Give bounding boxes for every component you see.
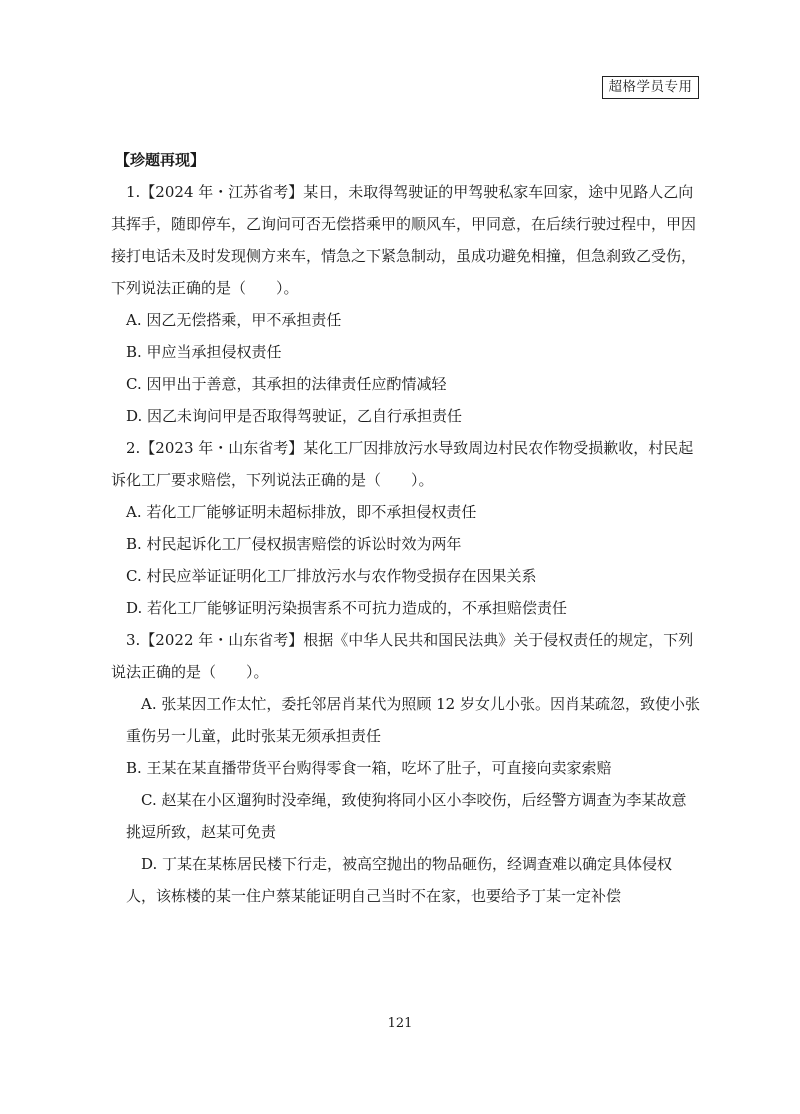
page-number: 121 bbox=[387, 1016, 413, 1031]
member-only-stamp: 超格学员专用 bbox=[602, 76, 699, 99]
question-1-stem: 1.【2024 年・江苏省考】某日，未取得驾驶证的甲驾驶私家车回家，途中见路人乙向其挥手，随即停车，乙询问可否无偿搭乘甲的顺风车，甲同意，在后续行驶过程中，甲因接打电话未及时发现侧方来车，情急之下紧急制动，虽成功避免相撞，但急刹致乙受伤，下列说法正确的是（ ）。 bbox=[111, 183, 697, 297]
question-1-option-b: B. 甲应当承担侵权责任 bbox=[126, 343, 282, 361]
question-2-stem: 2.【2023 年・山东省考】某化工厂因排放污水导致周边村民农作物受损歉收，村民起诉化工厂要求赔偿，下列说法正确的是（ ）。 bbox=[111, 439, 694, 489]
question-3-option-d: D. 丁某在某栋居民楼下行走，被高空抛出的物品砸伤，经调查难以确定具体侵权人，该栋楼的某一住户蔡某能证明自己当时不在家，也要给予丁某一定补偿 bbox=[126, 855, 673, 905]
question-1-option-a: A. 因乙无偿搭乘，甲不承担责任 bbox=[126, 311, 342, 329]
question-3-option-a: A. 张某因工作太忙，委托邻居肖某代为照顾 12 岁女儿小张。因肖某疏忽，致使小张重伤另一儿童，此时张某无须承担责任 bbox=[126, 695, 700, 745]
question-2-option-c: C. 村民应举证证明化工厂排放污水与农作物受损存在因果关系 bbox=[126, 567, 537, 585]
question-2-option-a: A. 若化工厂能够证明未超标排放，即不承担侵权责任 bbox=[126, 503, 477, 521]
question-3-option-b: B. 王某在某直播带货平台购得零食一箱，吃坏了肚子，可直接向卖家索赔 bbox=[126, 759, 612, 777]
question-1-option-d: D. 因乙未询问甲是否取得驾驶证，乙自行承担责任 bbox=[126, 407, 463, 425]
question-1-option-c: C. 因甲出于善意，其承担的法律责任应酌情减轻 bbox=[126, 375, 447, 393]
question-section bbox=[111, 144, 701, 912]
section-title: 【珍题再现】 bbox=[115, 151, 206, 169]
question-2-option-d: D. 若化工厂能够证明污染损害系不可抗力造成的，不承担赔偿责任 bbox=[126, 599, 568, 617]
question-2-option-b: B. 村民起诉化工厂侵权损害赔偿的诉讼时效为两年 bbox=[126, 535, 462, 553]
question-3-stem: 3.【2022 年・山东省考】根据《中华人民共和国民法典》关于侵权责任的规定，下列说法正确的是（ ）。 bbox=[111, 631, 694, 681]
question-3-option-c: C. 赵某在小区遛狗时没牵绳，致使狗将同小区小李咬伤，后经警方调查为李某故意挑逗所致，赵某可免责 bbox=[126, 791, 687, 841]
